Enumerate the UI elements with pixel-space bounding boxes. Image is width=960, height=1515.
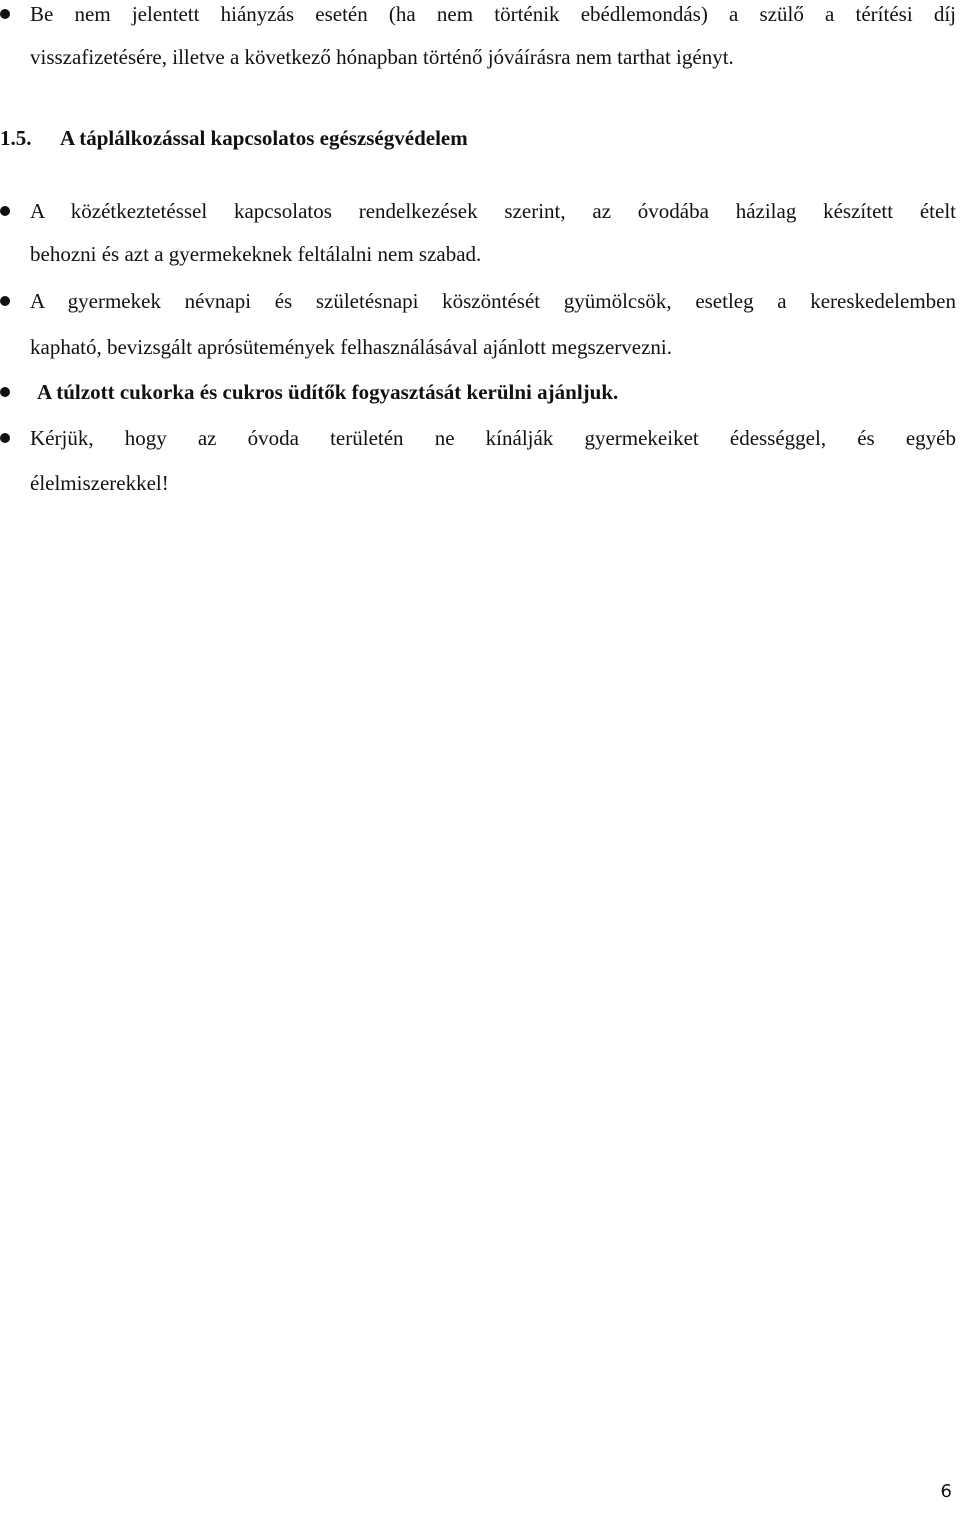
bullet-icon <box>0 9 10 19</box>
list-item-line: behozni és azt a gyermekeknek feltálalni nem szabad. <box>30 242 482 266</box>
bullet-icon <box>0 296 10 306</box>
section-heading <box>0 126 468 150</box>
section-title: A táplálkozással kapcsolatos egészségvédelem <box>60 126 468 150</box>
bullet-icon <box>0 433 10 443</box>
list-item-line: visszafizetésére, illetve a következő hónapban történő jóváírásra nem tarthat igényt. <box>30 45 734 69</box>
list-item-line: A túlzott cukorka és cukros üdítők fogyasztását kerülni ajánljuk. <box>37 380 619 404</box>
list-item-line: kapható, bevizsgált aprósütemények felhasználásával ajánlott megszervezni. <box>30 335 672 359</box>
page-number: 6 <box>940 1481 952 1502</box>
list-item-line: A közétkeztetéssel kapcsolatos rendelkezések szerint, az óvodába házilag készített ételt <box>30 199 956 223</box>
bullet-icon <box>0 206 10 216</box>
bullet-icon <box>0 387 10 397</box>
list-item-line: Kérjük, hogy az óvoda területén ne kínálják gyermekeiket édességgel, és egyéb <box>30 426 956 450</box>
list-item-line: Be nem jelentett hiányzás esetén (ha nem történik ebédlemondás) a szülő a térítési díj <box>30 2 956 26</box>
list-item-line: élelmiszerekkel! <box>30 471 169 495</box>
section-number: 1.5. <box>0 126 32 150</box>
list-item-line: A gyermekek névnapi és születésnapi köszöntését gyümölcsök, esetleg a kereskedelemben <box>30 289 956 313</box>
